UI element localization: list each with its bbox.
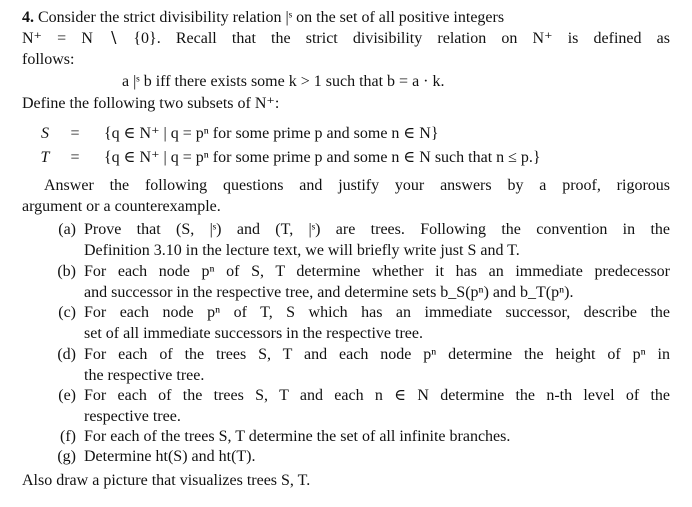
item-a-label: (a) bbox=[58, 221, 76, 238]
item-d-label: (d) bbox=[57, 346, 76, 363]
set-t-definition: {q ∈ N⁺ | q = pⁿ for some prime p and some n ∈ N such that n ≤ p.} bbox=[104, 149, 541, 166]
item-f-line-1: For each of the trees S, T determine the set of all infinite branches. bbox=[84, 428, 511, 445]
problem-intro-line-3: follows: bbox=[22, 51, 75, 68]
item-b-label: (b) bbox=[57, 263, 76, 280]
item-d-line-1: For each of the trees S, T and each node pⁿ determine the height of pⁿ in bbox=[84, 346, 670, 363]
set-s-lhs: S bbox=[41, 125, 49, 142]
set-s-equals: = bbox=[70, 125, 80, 142]
item-a-line-2: Definition 3.10 in the lecture text, we will briefly write just S and T. bbox=[84, 242, 520, 259]
item-b-line-2: and successor in the respective tree, and determine sets b_S(pⁿ) and b_T(pⁿ). bbox=[84, 284, 574, 301]
answer-instructions-line-1: Answer the following questions and justify your answers by a proof, rigorous bbox=[44, 177, 670, 194]
answer-instructions-line-2: argument or a counterexample. bbox=[22, 198, 221, 215]
item-c-line-1: For each node pⁿ of T, S which has an immediate successor, describe the bbox=[84, 304, 670, 321]
problem-intro-line-2: N⁺ = N ∖ {0}. Recall that the strict divisibility relation on N⁺ is defined as bbox=[22, 30, 670, 47]
item-c-line-2: set of all immediate successors in the respective tree. bbox=[84, 325, 423, 342]
closing-instruction: Also draw a picture that visualizes trees S, T. bbox=[22, 472, 311, 489]
item-e-line-1: For each of the trees S, T and each n ∈ N determine the n-th level of the bbox=[84, 387, 670, 404]
item-d-line-2: the respective tree. bbox=[84, 367, 205, 384]
set-s-definition: {q ∈ N⁺ | q = pⁿ for some prime p and some n ∈ N} bbox=[104, 125, 439, 142]
item-f-label: (f) bbox=[60, 428, 76, 445]
problem-number: 4. bbox=[22, 9, 34, 26]
item-c-label: (c) bbox=[58, 304, 76, 321]
item-g-label: (g) bbox=[57, 448, 76, 465]
item-b-line-1: For each node pⁿ of S, T determine whether it has an immediate predecessor bbox=[84, 263, 670, 280]
item-g-line-1: Determine ht(S) and ht(T). bbox=[84, 448, 256, 465]
set-t-lhs: T bbox=[40, 149, 50, 166]
item-e-line-2: respective tree. bbox=[84, 408, 181, 425]
item-a-line-1: Prove that (S, |ˢ) and (T, |ˢ) are trees. Following the convention in the bbox=[84, 221, 670, 238]
item-e-label: (e) bbox=[58, 387, 76, 404]
define-subsets-text: Define the following two subsets of N⁺: bbox=[22, 95, 280, 112]
divisibility-definition: a |ˢ b iff there exists some k > 1 such that b = a · k. bbox=[122, 73, 445, 90]
problem-intro-line-1 bbox=[22, 8, 670, 29]
intro-text-1: Consider the strict divisibility relation |ˢ on the set of all positive integers bbox=[38, 9, 505, 26]
set-t-equals: = bbox=[70, 149, 80, 166]
